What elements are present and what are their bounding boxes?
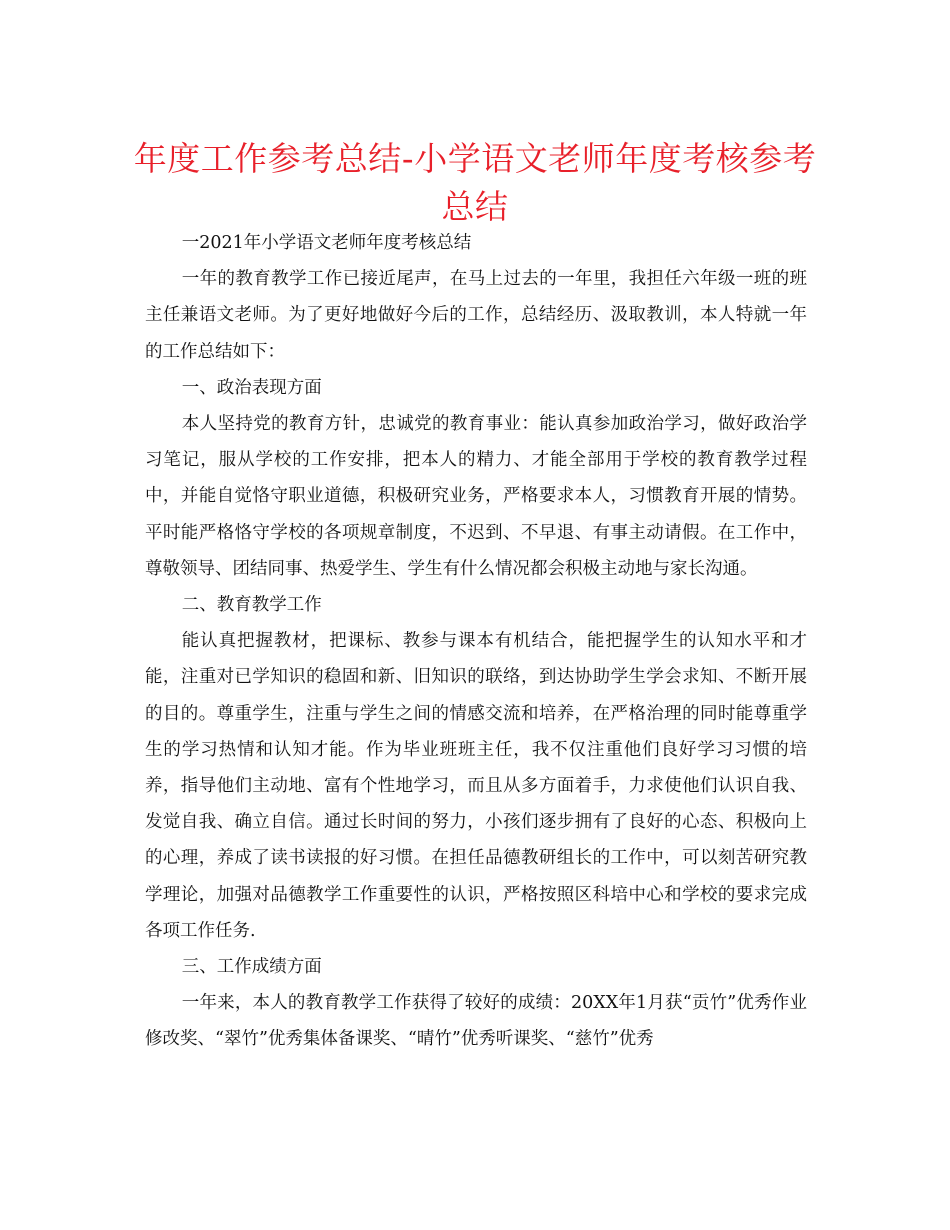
- section-heading-political: 一、政治表现方面: [181, 377, 322, 398]
- teaching-paragraph: 能认真把握教材，把课标、教参与课本有机结合，能把握学生的认知水平和才能，注重对已学知识的稳固和新、旧知识的联络，到达协助学生学会求知、不断开展的目的。尊重学生，注重与学生之间的情感交流和培养，在严格治理的同时能尊重学生的学习热情和认知才能。作为毕业班班主任，我不仅注重他们良好学习习惯的培养，指导他们主动地、富有个性地学习，而且从多方面着手，力求使他们认识自我、发觉自我、确立自信。通过长时间的努力，小孩们逐步拥有了良好的心态、积极向上的心理，养成了读书读报的好习惯。在担任品德教研组长的工作中，可以刻苦研究教学理论，加强对品德教学工作重要性的认识，严格按照区科培中心和学校的要求完成各项工作任务.: [145, 631, 807, 941]
- subtitle-line: 一2021年小学语文老师年度考核总结: [181, 233, 472, 253]
- section-heading-achievements: 三、工作成绩方面: [181, 957, 322, 978]
- document-title: 年度工作参考总结-小学语文老师年度考核参考总结: [133, 139, 817, 226]
- section-heading-teaching: 二、教育教学工作: [181, 595, 322, 616]
- achievements-paragraph: 一年来，本人的教育教学工作获得了较好的成绩：20XX年1月获“贡竹”优秀作业修改奖、“翠竹”优秀集体备课奖、“晴竹”优秀听课奖、“慈竹”优秀: [145, 993, 807, 1050]
- document-body: [145, 225, 807, 1058]
- intro-paragraph: 一年的教育教学工作已接近尾声，在马上过去的一年里，我担任六年级一班的班主任兼语文老师。为了更好地做好今后的工作，总结经历、汲取教训，本人特就一年的工作总结如下：: [145, 269, 807, 362]
- political-paragraph: 本人坚持党的教育方针，忠诚党的教育事业：能认真参加政治学习，做好政治学习笔记，服从学校的工作安排，把本人的精力、才能全部用于学校的教育教学过程中，并能自觉恪守职业道德，积极研究业务，严格要求本人，习惯教育开展的情势。平时能严格恪守学校的各项规章制度，不迟到、不早退、有事主动请假。在工作中，尊敬领导、团结同事、热爱学生、学生有什么情况都会积极主动地与家长沟通。: [145, 414, 807, 579]
